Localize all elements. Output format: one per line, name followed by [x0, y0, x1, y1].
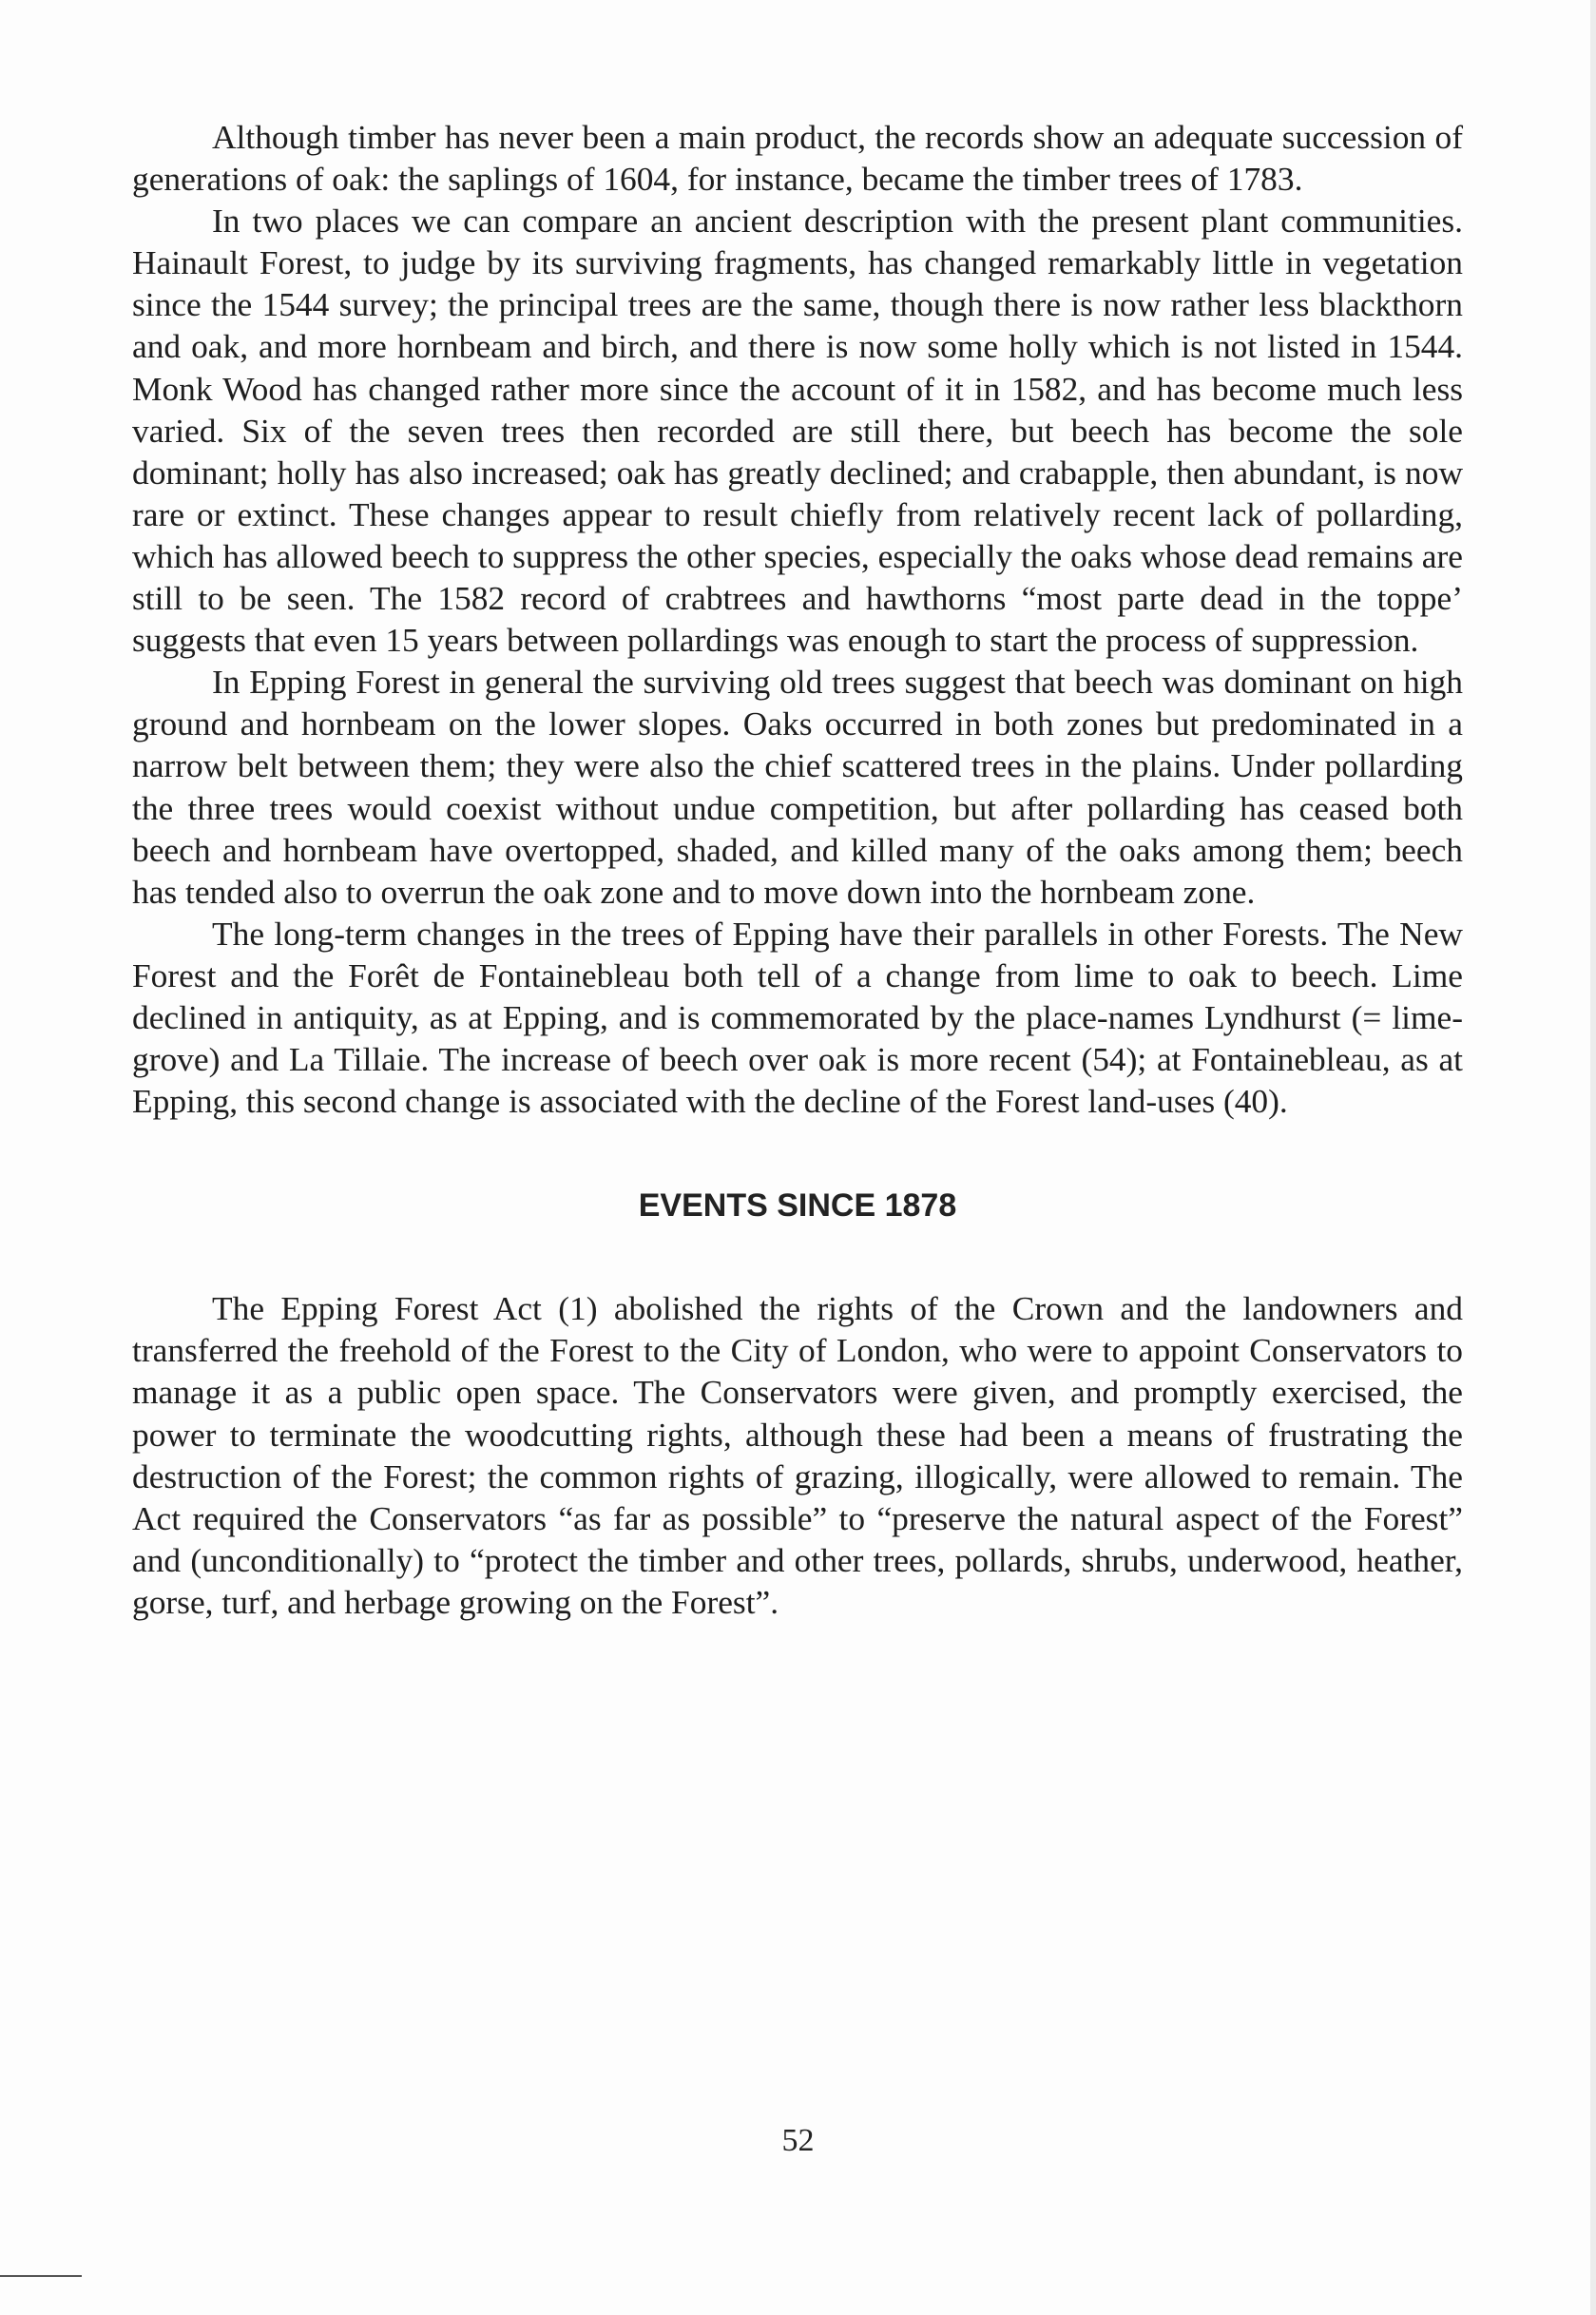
section-spacer-bottom: [132, 1226, 1463, 1287]
section-heading: EVENTS SINCE 1878: [638, 1187, 957, 1225]
paragraph-epping-forest-act: The Epping Forest Act (1) abolished the rights of the Crown and the landowners and transferred the freehold of the Forest to the City of London, who were to appoint Conservators to manage it as a public open space. The Conservators were given, and promptly exercised, the power to terminate the woodcutting rights, although these had been a means of frustrating the destruction of the Forest; the common rights of grazing, illogically, were allowed to remain. The Act required the Conservators “as far as possible” to “preserve the natural aspect of the Forest” and (unconditionally) to “protect the timber and other trees, pollards, shrubs, underwood, heather, gorse, turf, and herbage growing on the Forest”.: [132, 1289, 1463, 1621]
page-body: [132, 116, 1463, 1623]
paragraph-epping-old-trees: In Epping Forest in general the surviving old trees suggest that beech was dominant on high ground and hornbeam on the lower slopes. Oaks occurred in both zones but predominated in a narrow belt between them; they were also the chief scattered trees in the plains. Under pollarding the three trees would coexist without undue competition, but after pollarding has ceased both beech and hornbeam have overtopped, shaded, and killed many of the oaks among them; beech has tended also to overrun the oak zone and to move down into the hornbeam zone.: [132, 663, 1463, 911]
page-edge-shadow: [1590, 0, 1596, 2315]
paragraph-hainault-monk-wood: In two places we can compare an ancient description with the present plant communities. Hainault Forest, to judge by its surviving fragments, has changed remarkably little in vegetation since the 1544 survey; the principal trees are the same, though there is now rather less blackthorn and oak, and more hornbeam and birch, and there is now some holly which is not listed in 1544. Monk Wood has changed rather more since the account of it in 1582, and has become much less varied. Six of the seven trees then recorded are still there, but beech has become the sole dominant; holly has also increased; oak has greatly declined; and crabapple, then abundant, is now rare or extinct. These changes appear to result chiefly from relatively recent lack of pollarding, which has allowed beech to suppress the other species, especially the oaks whose dead remains are still to be seen. The 1582 record of crabtrees and hawthorns “most parte dead in the toppe’ suggests that even 15 years between pollardings was enough to start the process of suppression.: [132, 202, 1463, 660]
paragraph-long-term-changes: The long-term changes in the trees of Epping have their parallels in other Forests. The New Forest and the Forêt de Fontainebleau both tell of a change from lime to oak to beech. Lime declined in antiquity, as at Epping, and is commemorated by the place-names Lyndhurst (= lime-grove) and La Tillaie. The increase of beech over oak is more recent (54); at Fontainebleau, as at Epping, this second change is associated with the decline of the Forest land-uses (40).: [132, 914, 1463, 1121]
section-spacer-top: [132, 1122, 1463, 1185]
page-number: 52: [781, 2123, 815, 2158]
paragraph-timber-generations: Although timber has never been a main product, the records show an adequate succession of generations of oak: the saplings of 1604, for instance, became the timber trees of 1783.: [132, 118, 1463, 199]
scan-edge-mark: [0, 2275, 82, 2277]
